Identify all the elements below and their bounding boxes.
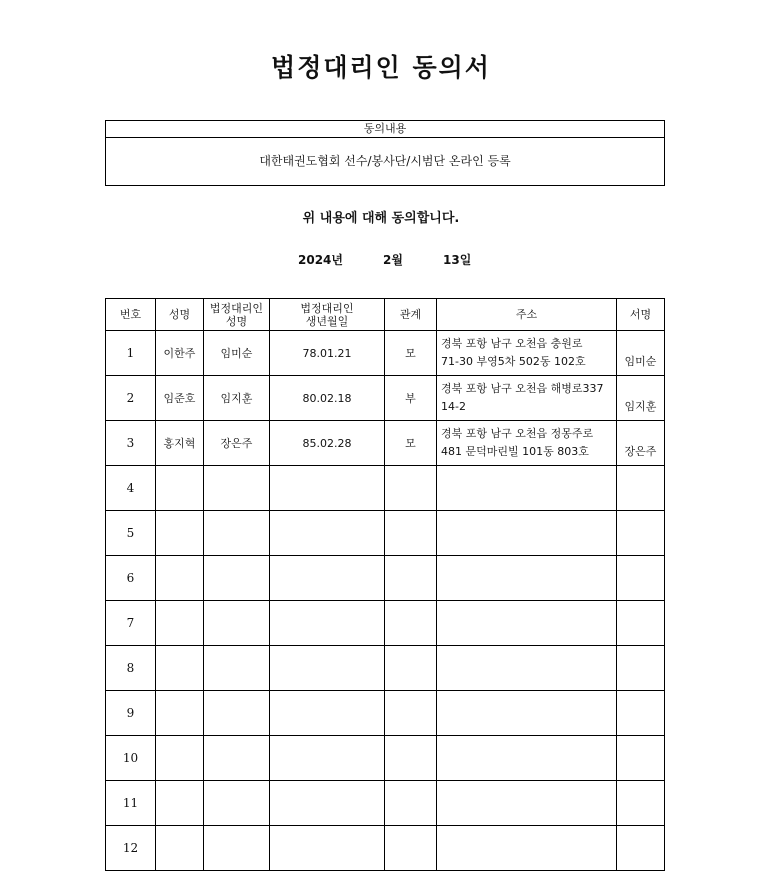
row-number: 8 bbox=[106, 646, 156, 691]
table-row bbox=[106, 466, 665, 511]
table-row bbox=[106, 556, 665, 601]
document-title: 법정대리인 동의서 bbox=[271, 53, 491, 82]
row-relation: 부 bbox=[385, 376, 437, 421]
consent-header: 동의내용 bbox=[106, 121, 664, 138]
consent-box bbox=[105, 120, 665, 186]
row-signature bbox=[617, 601, 665, 646]
row-address-line: 경북 포항 남구 오천읍 정몽주로 bbox=[441, 427, 594, 440]
table-row bbox=[106, 691, 665, 736]
header-guardian-birth-line2: 생년월일 bbox=[305, 314, 349, 328]
row-address bbox=[437, 691, 617, 736]
header-guardian-name bbox=[204, 299, 270, 331]
row-guardian-birth bbox=[270, 781, 385, 826]
row-guardian-name bbox=[204, 691, 270, 736]
row-relation bbox=[385, 646, 437, 691]
row-guardian-birth bbox=[270, 556, 385, 601]
row-relation bbox=[385, 736, 437, 781]
header-relation: 관계 bbox=[385, 299, 437, 331]
row-guardian-name bbox=[204, 781, 270, 826]
row-signature bbox=[617, 781, 665, 826]
header-address: 주소 bbox=[437, 299, 617, 331]
header-guardian-birth-line1: 법정대리인 bbox=[300, 301, 354, 315]
row-number: 1 bbox=[106, 331, 156, 376]
row-address bbox=[437, 511, 617, 556]
row-address-line: 14-2 bbox=[441, 400, 466, 413]
row-guardian-name: 임지훈 bbox=[204, 376, 270, 421]
row-name bbox=[156, 466, 204, 511]
row-guardian-birth: 80.02.18 bbox=[270, 376, 385, 421]
row-number: 2 bbox=[106, 376, 156, 421]
row-guardian-birth bbox=[270, 826, 385, 871]
row-relation: 모 bbox=[385, 421, 437, 466]
row-number: 7 bbox=[106, 601, 156, 646]
row-relation: 모 bbox=[385, 331, 437, 376]
row-number: 12 bbox=[106, 826, 156, 871]
row-relation bbox=[385, 556, 437, 601]
row-name bbox=[156, 601, 204, 646]
row-number: 11 bbox=[106, 781, 156, 826]
row-guardian-birth bbox=[270, 736, 385, 781]
date-month: 2월 bbox=[383, 253, 403, 267]
row-address bbox=[437, 646, 617, 691]
table-row bbox=[106, 826, 665, 871]
row-signature: 임지훈 bbox=[617, 376, 665, 421]
row-name bbox=[156, 736, 204, 781]
row-address bbox=[437, 826, 617, 871]
row-name: 임준호 bbox=[156, 376, 204, 421]
row-signature: 임미순 bbox=[617, 331, 665, 376]
row-relation bbox=[385, 466, 437, 511]
table-row bbox=[106, 376, 665, 421]
row-guardian-name: 임미순 bbox=[204, 331, 270, 376]
row-name bbox=[156, 556, 204, 601]
row-name bbox=[156, 646, 204, 691]
table-row bbox=[106, 511, 665, 556]
row-name: 홍지혁 bbox=[156, 421, 204, 466]
row-guardian-birth bbox=[270, 691, 385, 736]
row-number: 5 bbox=[106, 511, 156, 556]
table-header-row bbox=[106, 299, 665, 331]
row-name: 이한주 bbox=[156, 331, 204, 376]
row-address-line: 71-30 부영5차 502동 102호 bbox=[441, 355, 586, 368]
row-address-line: 경북 포항 남구 오천읍 해병로337 bbox=[441, 382, 604, 395]
row-signature bbox=[617, 556, 665, 601]
row-guardian-name: 장은주 bbox=[204, 421, 270, 466]
header-guardian-name-line2: 성명 bbox=[225, 314, 248, 328]
header-signature: 서명 bbox=[617, 299, 665, 331]
header-name: 성명 bbox=[156, 299, 204, 331]
date-day: 13일 bbox=[443, 253, 472, 267]
row-guardian-name bbox=[204, 736, 270, 781]
row-number: 9 bbox=[106, 691, 156, 736]
row-guardian-name bbox=[204, 511, 270, 556]
row-relation bbox=[385, 781, 437, 826]
row-address bbox=[437, 421, 617, 466]
guardian-table bbox=[105, 298, 665, 871]
row-name bbox=[156, 781, 204, 826]
row-address bbox=[437, 601, 617, 646]
row-signature: 장은주 bbox=[617, 421, 665, 466]
row-signature bbox=[617, 511, 665, 556]
row-relation bbox=[385, 826, 437, 871]
row-address bbox=[437, 331, 617, 376]
row-address bbox=[437, 466, 617, 511]
consent-statement: 위 내용에 대해 동의합니다. bbox=[302, 211, 460, 226]
row-relation bbox=[385, 691, 437, 736]
consent-text: 대한태권도협회 선수/봉사단/시범단 온라인 등록 bbox=[259, 154, 511, 168]
table-row bbox=[106, 781, 665, 826]
row-name bbox=[156, 826, 204, 871]
row-guardian-name bbox=[204, 826, 270, 871]
table-row bbox=[106, 601, 665, 646]
row-signature bbox=[617, 646, 665, 691]
header-guardian-name-line1: 법정대리인 bbox=[209, 301, 264, 315]
row-guardian-birth bbox=[270, 646, 385, 691]
row-relation bbox=[385, 511, 437, 556]
row-address-line: 481 문덕마린빌 101동 803호 bbox=[441, 445, 589, 458]
row-number: 4 bbox=[106, 466, 156, 511]
row-number: 3 bbox=[106, 421, 156, 466]
row-name bbox=[156, 511, 204, 556]
row-guardian-name bbox=[204, 601, 270, 646]
table-row bbox=[106, 331, 665, 376]
row-guardian-birth: 85.02.28 bbox=[270, 421, 385, 466]
row-signature bbox=[617, 736, 665, 781]
row-guardian-birth bbox=[270, 601, 385, 646]
table-row bbox=[106, 736, 665, 781]
row-guardian-birth: 78.01.21 bbox=[270, 331, 385, 376]
row-address bbox=[437, 556, 617, 601]
row-number: 6 bbox=[106, 556, 156, 601]
header-guardian-birth bbox=[270, 299, 385, 331]
row-address bbox=[437, 736, 617, 781]
row-address-line: 경북 포항 남구 오천읍 충원로 bbox=[441, 337, 583, 350]
row-guardian-name bbox=[204, 556, 270, 601]
row-guardian-name bbox=[204, 646, 270, 691]
row-guardian-birth bbox=[270, 466, 385, 511]
table-row bbox=[106, 646, 665, 691]
date-year: 2024년 bbox=[298, 253, 343, 267]
row-number: 10 bbox=[106, 736, 156, 781]
row-relation bbox=[385, 601, 437, 646]
row-name bbox=[156, 691, 204, 736]
row-guardian-birth bbox=[270, 511, 385, 556]
table-row bbox=[106, 421, 665, 466]
row-signature bbox=[617, 691, 665, 736]
header-no: 번호 bbox=[106, 299, 156, 331]
row-address bbox=[437, 781, 617, 826]
row-signature bbox=[617, 466, 665, 511]
row-signature bbox=[617, 826, 665, 871]
row-address bbox=[437, 376, 617, 421]
row-guardian-name bbox=[204, 466, 270, 511]
